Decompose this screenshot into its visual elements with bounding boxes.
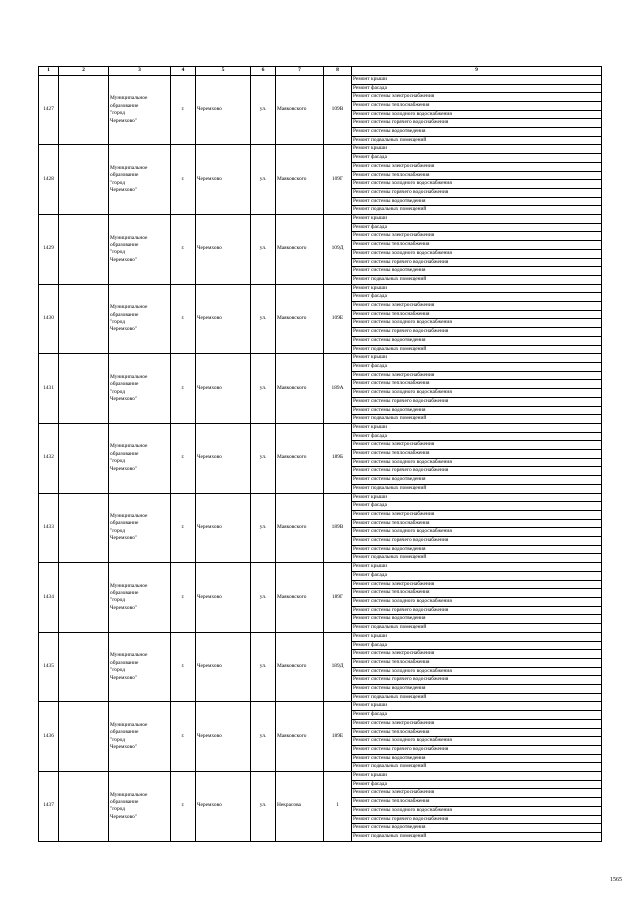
municipality-line: "город bbox=[110, 110, 125, 117]
street-name: Маяковского bbox=[276, 215, 324, 285]
city-name: Черемхово bbox=[196, 702, 251, 772]
settlement-type: г. bbox=[171, 632, 196, 702]
empty-cell bbox=[59, 772, 109, 842]
work-item: Ремонт системы водоотведения bbox=[352, 406, 602, 415]
work-item: Ремонт системы теплоснабжения bbox=[352, 310, 602, 319]
work-item: Ремонт системы теплоснабжения bbox=[352, 658, 602, 667]
house-number: 109Г bbox=[324, 145, 352, 215]
street-name: Некрасова bbox=[276, 772, 324, 842]
municipality bbox=[109, 423, 171, 493]
work-item: Ремонт подвальных помещений bbox=[352, 345, 602, 354]
municipality-line: "город bbox=[110, 667, 125, 674]
work-item: Ремонт системы теплоснабжения bbox=[352, 589, 602, 598]
municipality-line: Муниципальное bbox=[110, 443, 148, 450]
municipality-line: Муниципальное bbox=[110, 164, 148, 171]
municipality-line: Черемхово" bbox=[110, 187, 137, 194]
table-row bbox=[39, 632, 602, 641]
work-item: Ремонт фасада bbox=[352, 293, 602, 302]
work-item: Ремонт крыши bbox=[352, 563, 602, 572]
municipality-line: Муниципальное bbox=[110, 721, 148, 728]
municipality-line: "город bbox=[110, 597, 125, 604]
street-type: ул. bbox=[251, 702, 276, 772]
municipality-line: образование bbox=[110, 729, 139, 736]
work-item: Ремонт системы теплоснабжения bbox=[352, 380, 602, 389]
work-item: Ремонт подвальных помещений bbox=[352, 763, 602, 772]
city-name: Черемхово bbox=[196, 75, 251, 145]
work-item: Ремонт подвальных помещений bbox=[352, 554, 602, 563]
work-item: Ремонт системы холодного водоснабжения bbox=[352, 597, 602, 606]
record-number: 1429 bbox=[39, 215, 59, 285]
municipality-line: "город bbox=[110, 458, 125, 465]
house-number: 189Б bbox=[324, 423, 352, 493]
table-row bbox=[39, 215, 602, 224]
work-item: Ремонт системы водоотведения bbox=[352, 267, 602, 276]
work-item: Ремонт системы теплоснабжения bbox=[352, 519, 602, 528]
record-number: 1435 bbox=[39, 632, 59, 702]
work-item: Ремонт системы теплоснабжения bbox=[352, 101, 602, 110]
work-item: Ремонт системы водоотведения bbox=[352, 615, 602, 624]
municipality-line: Муниципальное bbox=[110, 95, 148, 102]
municipality-line: "город bbox=[110, 388, 125, 395]
street-name: Маяковского bbox=[276, 563, 324, 633]
municipality-line: образование bbox=[110, 659, 139, 666]
work-item: Ремонт системы водоотведения bbox=[352, 197, 602, 206]
work-item: Ремонт системы водоотведения bbox=[352, 545, 602, 554]
work-item: Ремонт фасада bbox=[352, 154, 602, 163]
street-type: ул. bbox=[251, 75, 276, 145]
municipality-line: Черемхово" bbox=[110, 396, 137, 403]
municipality-line: Черемхово" bbox=[110, 326, 137, 333]
work-item: Ремонт подвальных помещений bbox=[352, 275, 602, 284]
municipality-line: образование bbox=[110, 520, 139, 527]
work-item: Ремонт системы электроснабжения bbox=[352, 789, 602, 798]
municipality bbox=[109, 702, 171, 772]
work-item: Ремонт системы холодного водоснабжения bbox=[352, 737, 602, 746]
work-item: Ремонт системы холодного водоснабжения bbox=[352, 458, 602, 467]
municipality-line: "город bbox=[110, 318, 125, 325]
work-item: Ремонт системы холодного водоснабжения bbox=[352, 389, 602, 398]
record-number: 1431 bbox=[39, 354, 59, 424]
house-number: 189Д bbox=[324, 632, 352, 702]
municipality-line: Муниципальное bbox=[110, 373, 148, 380]
work-item: Ремонт системы теплоснабжения bbox=[352, 241, 602, 250]
column-header: 1 bbox=[39, 67, 59, 76]
table-row bbox=[39, 145, 602, 154]
column-header: 3 bbox=[109, 67, 171, 76]
city-name: Черемхово bbox=[196, 354, 251, 424]
settlement-type: г. bbox=[171, 284, 196, 354]
work-item: Ремонт системы горячего водоснабжения bbox=[352, 467, 602, 476]
table-row bbox=[39, 284, 602, 293]
work-item: Ремонт крыши bbox=[352, 284, 602, 293]
street-type: ул. bbox=[251, 493, 276, 563]
municipality-line: Черемхово" bbox=[110, 674, 137, 681]
table-row bbox=[39, 75, 602, 84]
settlement-type: г. bbox=[171, 493, 196, 563]
empty-cell bbox=[59, 702, 109, 772]
municipality bbox=[109, 632, 171, 702]
street-name: Маяковского bbox=[276, 75, 324, 145]
work-item: Ремонт подвальных помещений bbox=[352, 136, 602, 145]
street-type: ул. bbox=[251, 145, 276, 215]
municipality-line: образование bbox=[110, 590, 139, 597]
municipality-line: Черемхово" bbox=[110, 256, 137, 263]
work-item: Ремонт системы электроснабжения bbox=[352, 719, 602, 728]
empty-cell bbox=[59, 632, 109, 702]
page-number: 1565 bbox=[610, 877, 622, 883]
municipality-line: образование bbox=[110, 172, 139, 179]
table-row bbox=[39, 702, 602, 711]
work-item: Ремонт системы электроснабжения bbox=[352, 650, 602, 659]
work-item: Ремонт системы теплоснабжения bbox=[352, 728, 602, 737]
work-item: Ремонт фасада bbox=[352, 571, 602, 580]
house-number: 189Г bbox=[324, 563, 352, 633]
column-header: 5 bbox=[196, 67, 251, 76]
municipality bbox=[109, 772, 171, 842]
work-item: Ремонт системы водоотведения bbox=[352, 476, 602, 485]
work-item: Ремонт подвальных помещений bbox=[352, 624, 602, 633]
work-item: Ремонт системы холодного водоснабжения bbox=[352, 806, 602, 815]
city-name: Черемхово bbox=[196, 563, 251, 633]
work-item: Ремонт крыши bbox=[352, 632, 602, 641]
work-item: Ремонт фасада bbox=[352, 711, 602, 720]
municipality-line: образование bbox=[110, 102, 139, 109]
empty-cell bbox=[59, 493, 109, 563]
record-number: 1437 bbox=[39, 772, 59, 842]
city-name: Черемхово bbox=[196, 423, 251, 493]
work-item: Ремонт системы теплоснабжения bbox=[352, 450, 602, 459]
work-item: Ремонт системы горячего водоснабжения bbox=[352, 606, 602, 615]
work-item: Ремонт крыши bbox=[352, 772, 602, 781]
municipality bbox=[109, 493, 171, 563]
work-item: Ремонт системы электроснабжения bbox=[352, 441, 602, 450]
table-row bbox=[39, 563, 602, 572]
municipality bbox=[109, 215, 171, 285]
settlement-type: г. bbox=[171, 145, 196, 215]
work-item: Ремонт крыши bbox=[352, 354, 602, 363]
municipality-line: Муниципальное bbox=[110, 513, 148, 520]
table-row bbox=[39, 354, 602, 363]
work-item: Ремонт системы электроснабжения bbox=[352, 371, 602, 380]
street-name: Маяковского bbox=[276, 493, 324, 563]
work-item: Ремонт фасада bbox=[352, 780, 602, 789]
municipality-line: Муниципальное bbox=[110, 791, 148, 798]
municipality-line: образование bbox=[110, 241, 139, 248]
work-item: Ремонт системы водоотведения bbox=[352, 685, 602, 694]
work-item: Ремонт системы горячего водоснабжения bbox=[352, 537, 602, 546]
municipality-line: Черемхово" bbox=[110, 604, 137, 611]
empty-cell bbox=[59, 215, 109, 285]
municipality-line: Муниципальное bbox=[110, 304, 148, 311]
work-item: Ремонт системы водоотведения bbox=[352, 128, 602, 137]
street-name: Маяковского bbox=[276, 632, 324, 702]
work-item: Ремонт системы электроснабжения bbox=[352, 580, 602, 589]
municipality bbox=[109, 354, 171, 424]
work-item: Ремонт системы холодного водоснабжения bbox=[352, 249, 602, 258]
work-item: Ремонт системы горячего водоснабжения bbox=[352, 815, 602, 824]
city-name: Черемхово bbox=[196, 145, 251, 215]
work-item: Ремонт крыши bbox=[352, 423, 602, 432]
street-name: Маяковского bbox=[276, 145, 324, 215]
work-item: Ремонт фасада bbox=[352, 502, 602, 511]
house-number: 109Е bbox=[324, 284, 352, 354]
work-item: Ремонт системы электроснабжения bbox=[352, 232, 602, 241]
city-name: Черемхово bbox=[196, 493, 251, 563]
municipality-line: Муниципальное bbox=[110, 652, 148, 659]
municipality-line: Черемхово" bbox=[110, 535, 137, 542]
municipality-line: "город bbox=[110, 806, 125, 813]
work-item: Ремонт системы электроснабжения bbox=[352, 162, 602, 171]
settlement-type: г. bbox=[171, 563, 196, 633]
work-item: Ремонт крыши bbox=[352, 215, 602, 224]
street-type: ул. bbox=[251, 563, 276, 633]
table-row bbox=[39, 772, 602, 781]
work-item: Ремонт крыши bbox=[352, 145, 602, 154]
record-number: 1436 bbox=[39, 702, 59, 772]
house-number: 109В bbox=[324, 75, 352, 145]
street-name: Маяковского bbox=[276, 354, 324, 424]
settlement-type: г. bbox=[171, 215, 196, 285]
street-name: Маяковского bbox=[276, 284, 324, 354]
record-number: 1432 bbox=[39, 423, 59, 493]
column-header: 2 bbox=[59, 67, 109, 76]
municipality bbox=[109, 145, 171, 215]
municipality-line: Черемхово" bbox=[110, 117, 137, 124]
empty-cell bbox=[59, 354, 109, 424]
street-type: ул. bbox=[251, 632, 276, 702]
street-type: ул. bbox=[251, 354, 276, 424]
street-name: Маяковского bbox=[276, 423, 324, 493]
work-item: Ремонт системы горячего водоснабжения bbox=[352, 397, 602, 406]
work-item: Ремонт системы холодного водоснабжения bbox=[352, 528, 602, 537]
work-item: Ремонт фасада bbox=[352, 432, 602, 441]
record-number: 1433 bbox=[39, 493, 59, 563]
street-type: ул. bbox=[251, 284, 276, 354]
city-name: Черемхово bbox=[196, 284, 251, 354]
house-number: 1 bbox=[324, 772, 352, 842]
work-item: Ремонт системы горячего водоснабжения bbox=[352, 676, 602, 685]
table-body bbox=[39, 75, 602, 841]
municipality bbox=[109, 75, 171, 145]
column-header: 6 bbox=[251, 67, 276, 76]
municipality-line: образование bbox=[110, 381, 139, 388]
record-number: 1428 bbox=[39, 145, 59, 215]
work-item: Ремонт системы водоотведения bbox=[352, 754, 602, 763]
empty-cell bbox=[59, 145, 109, 215]
municipality bbox=[109, 284, 171, 354]
work-item: Ремонт фасада bbox=[352, 84, 602, 93]
municipality-line: "город bbox=[110, 527, 125, 534]
municipality-line: Муниципальное bbox=[110, 582, 148, 589]
record-number: 1430 bbox=[39, 284, 59, 354]
street-type: ул. bbox=[251, 772, 276, 842]
work-item: Ремонт крыши bbox=[352, 493, 602, 502]
municipality-line: "город bbox=[110, 736, 125, 743]
work-item: Ремонт подвальных помещений bbox=[352, 484, 602, 493]
settlement-type: г. bbox=[171, 423, 196, 493]
municipality-line: образование bbox=[110, 450, 139, 457]
column-header: 9 bbox=[352, 67, 602, 76]
work-item: Ремонт системы холодного водоснабжения bbox=[352, 180, 602, 189]
house-number: 189В bbox=[324, 493, 352, 563]
house-number: 189А bbox=[324, 354, 352, 424]
work-item: Ремонт системы горячего водоснабжения bbox=[352, 188, 602, 197]
repair-register-table bbox=[38, 66, 602, 842]
work-item: Ремонт системы водоотведения bbox=[352, 824, 602, 833]
table-row bbox=[39, 423, 602, 432]
empty-cell bbox=[59, 284, 109, 354]
work-item: Ремонт системы холодного водоснабжения bbox=[352, 667, 602, 676]
city-name: Черемхово bbox=[196, 215, 251, 285]
work-item: Ремонт системы горячего водоснабжения bbox=[352, 745, 602, 754]
work-item: Ремонт системы электроснабжения bbox=[352, 93, 602, 102]
settlement-type: г. bbox=[171, 772, 196, 842]
record-number: 1434 bbox=[39, 563, 59, 633]
work-item: Ремонт фасада bbox=[352, 223, 602, 232]
work-item: Ремонт подвальных помещений bbox=[352, 415, 602, 424]
work-item: Ремонт крыши bbox=[352, 702, 602, 711]
work-item: Ремонт подвальных помещений bbox=[352, 693, 602, 702]
municipality-line: образование bbox=[110, 798, 139, 805]
settlement-type: г. bbox=[171, 354, 196, 424]
column-header: 4 bbox=[171, 67, 196, 76]
municipality-line: Муниципальное bbox=[110, 234, 148, 241]
municipality-line: Черемхово" bbox=[110, 813, 137, 820]
municipality bbox=[109, 563, 171, 633]
work-item: Ремонт фасада bbox=[352, 641, 602, 650]
work-item: Ремонт системы теплоснабжения bbox=[352, 171, 602, 180]
city-name: Черемхово bbox=[196, 632, 251, 702]
municipality-line: Черемхово" bbox=[110, 465, 137, 472]
city-name: Черемхово bbox=[196, 772, 251, 842]
table-row bbox=[39, 493, 602, 502]
settlement-type: г. bbox=[171, 75, 196, 145]
work-item: Ремонт крыши bbox=[352, 75, 602, 84]
empty-cell bbox=[59, 563, 109, 633]
work-item: Ремонт системы горячего водоснабжения bbox=[352, 328, 602, 337]
empty-cell bbox=[59, 423, 109, 493]
work-item: Ремонт подвальных помещений bbox=[352, 832, 602, 841]
settlement-type: г. bbox=[171, 702, 196, 772]
municipality-line: Черемхово" bbox=[110, 744, 137, 751]
column-header: 8 bbox=[324, 67, 352, 76]
work-item: Ремонт системы электроснабжения bbox=[352, 302, 602, 311]
street-type: ул. bbox=[251, 215, 276, 285]
work-item: Ремонт системы водоотведения bbox=[352, 336, 602, 345]
work-item: Ремонт системы горячего водоснабжения bbox=[352, 119, 602, 128]
work-item: Ремонт системы теплоснабжения bbox=[352, 798, 602, 807]
record-number: 1427 bbox=[39, 75, 59, 145]
column-number-row bbox=[39, 67, 602, 76]
work-item: Ремонт системы горячего водоснабжения bbox=[352, 258, 602, 267]
street-name: Маяковского bbox=[276, 702, 324, 772]
column-header: 7 bbox=[276, 67, 324, 76]
work-item: Ремонт подвальных помещений bbox=[352, 206, 602, 215]
empty-cell bbox=[59, 75, 109, 145]
municipality-line: "город bbox=[110, 249, 125, 256]
municipality-line: образование bbox=[110, 311, 139, 318]
municipality-line: "город bbox=[110, 179, 125, 186]
work-item: Ремонт фасада bbox=[352, 363, 602, 372]
street-type: ул. bbox=[251, 423, 276, 493]
work-item: Ремонт системы электроснабжения bbox=[352, 510, 602, 519]
work-item: Ремонт системы холодного водоснабжения bbox=[352, 319, 602, 328]
house-number: 109Д bbox=[324, 215, 352, 285]
house-number: 189Е bbox=[324, 702, 352, 772]
work-item: Ремонт системы холодного водоснабжения bbox=[352, 110, 602, 119]
